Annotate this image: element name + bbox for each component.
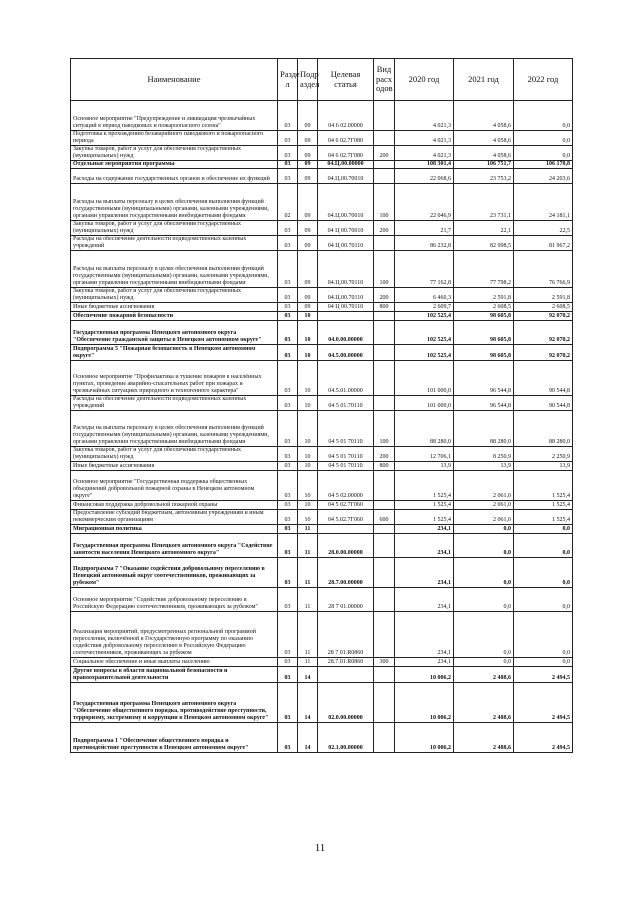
cell-name: Основное мероприятие "Содействие добровольному переселению в Российскую Федерацию соотечественников, проживающих за рубежом": [71, 588, 278, 612]
cell-2022: 22,5: [514, 221, 573, 236]
cell-podrazdel: 09: [298, 131, 318, 146]
cell-2020: 1 525,4: [395, 471, 454, 501]
cell-name: Предоставление субсидий бюджетным, автономным учреждениям и иным некоммерческим организациям: [71, 510, 278, 525]
cell-podrazdel: 11: [298, 558, 318, 588]
cell-podrazdel: 09: [298, 169, 318, 184]
cell-target-article: 02.0.00.00000: [318, 683, 374, 723]
cell-podrazdel: 11: [298, 534, 318, 558]
table-row: [71, 236, 573, 251]
cell-expense-type: [374, 312, 395, 321]
cell-2022: 92 070,2: [514, 321, 573, 345]
cell-name: Миграционная политика: [71, 525, 278, 534]
cell-expense-type: [374, 321, 395, 345]
cell-2021: 96 544,8: [454, 396, 514, 411]
cell-2021: 106 751,7: [454, 161, 514, 169]
header-expense-type: Вид расх одов: [374, 59, 395, 101]
table-header-row: [71, 59, 573, 101]
cell-name: Другие вопросы в области национальной безопасности и правоохранительной деятельности: [71, 667, 278, 683]
table-row: [71, 288, 573, 303]
cell-razdel: 03: [278, 396, 298, 411]
cell-target-article: 04.0.00.00000: [318, 321, 374, 345]
cell-razdel: 03: [278, 288, 298, 303]
cell-podrazdel: 11: [298, 525, 318, 534]
cell-podrazdel: 09: [298, 146, 318, 161]
cell-2022: 90 544,8: [514, 361, 573, 396]
header-podrazdel: Подр аздел: [298, 59, 318, 101]
cell-name: Отдельные мероприятия программы: [71, 161, 278, 169]
cell-2021: 77 798,2: [454, 251, 514, 288]
cell-podrazdel: 14: [298, 723, 318, 753]
cell-razdel: 03: [278, 169, 298, 184]
cell-2022: 0,0: [514, 534, 573, 558]
cell-razdel: 03: [278, 361, 298, 396]
cell-expense-type: [374, 169, 395, 184]
table-row: [71, 612, 573, 658]
cell-name: Иные бюджетные ассигнования: [71, 303, 278, 312]
cell-expense-type: 200: [374, 146, 395, 161]
cell-podrazdel: 10: [298, 312, 318, 321]
table-row: [71, 667, 573, 683]
cell-2021: 0,0: [454, 658, 514, 667]
cell-target-article: 04.5.00.00000: [318, 345, 374, 361]
cell-podrazdel: 10: [298, 447, 318, 462]
cell-2021: 2 488,6: [454, 683, 514, 723]
cell-2022: 24 203,6: [514, 169, 573, 184]
cell-2022: 106 170,8: [514, 161, 573, 169]
cell-2021: 13,9: [454, 462, 514, 471]
table-row: [71, 312, 573, 321]
cell-target-article: 04.Ц.00.00000: [318, 161, 374, 169]
cell-target-article: [318, 525, 374, 534]
cell-target-article: 04 5 01 70110: [318, 447, 374, 462]
cell-name: Подпрограмма 5 "Пожарная безопасность в Ненецком автономном округе": [71, 345, 278, 361]
cell-podrazdel: 10: [298, 345, 318, 361]
table-row: [71, 131, 573, 146]
table-row: [71, 221, 573, 236]
cell-2020: 22 068,6: [395, 169, 454, 184]
table-row: [71, 683, 573, 723]
cell-target-article: [318, 312, 374, 321]
cell-expense-type: [374, 683, 395, 723]
cell-2021: 82 998,5: [454, 236, 514, 251]
cell-podrazdel: 10: [298, 510, 318, 525]
cell-2020: 22 046,9: [395, 184, 454, 221]
cell-expense-type: [374, 361, 395, 396]
cell-target-article: 04 5.02.7Г060: [318, 510, 374, 525]
cell-name: Реализация мероприятий, предусмотренных региональной программой переселения, включённой в Государственную программу по оказанию содействия добровольному переселению в Российскую Федерацию соотечественников, проживающих за рубежом: [71, 612, 278, 658]
table-row: [71, 345, 573, 361]
cell-target-article: [318, 667, 374, 683]
cell-2022: 88 280,0: [514, 411, 573, 447]
cell-podrazdel: 11: [298, 658, 318, 667]
cell-2022: 2 494,5: [514, 667, 573, 683]
cell-target-article: 28.0.00.00000: [318, 534, 374, 558]
cell-razdel: 03: [278, 131, 298, 146]
cell-podrazdel: 09: [298, 184, 318, 221]
cell-target-article: 04 6 02.7Г080: [318, 146, 374, 161]
cell-2022: 0,0: [514, 558, 573, 588]
cell-2022: 90 544,8: [514, 396, 573, 411]
cell-2021: 2 591,8: [454, 288, 514, 303]
cell-expense-type: 600: [374, 510, 395, 525]
cell-2021: 0,0: [454, 525, 514, 534]
cell-2021: 96 544,8: [454, 361, 514, 396]
cell-podrazdel: 09: [298, 251, 318, 288]
cell-name: Государственная программа Ненецкого автономного округа "Обеспечение общественного порядка, противодействие преступности, терроризму, экстремизму и коррупции в Ненецком автономном округе": [71, 683, 278, 723]
cell-2022: 0,0: [514, 525, 573, 534]
cell-razdel: 03: [278, 221, 298, 236]
cell-2022: 13,9: [514, 462, 573, 471]
cell-2021: 2 061,0: [454, 510, 514, 525]
page-number: 11: [314, 842, 326, 854]
table-row: [71, 396, 573, 411]
cell-podrazdel: 10: [298, 462, 318, 471]
cell-2022: 0,0: [514, 146, 573, 161]
cell-2020: 102 525,4: [395, 312, 454, 321]
cell-2022: 2 250,9: [514, 447, 573, 462]
cell-name: Закупка товаров, работ и услуг для обеспечения государственных (муниципальных) нужд: [71, 221, 278, 236]
cell-2021: 2 061,0: [454, 471, 514, 501]
table-row: [71, 303, 573, 312]
cell-2021: 0,0: [454, 534, 514, 558]
table-row: [71, 361, 573, 396]
cell-podrazdel: 14: [298, 683, 318, 723]
cell-podrazdel: 10: [298, 396, 318, 411]
cell-2021: 2 608,5: [454, 303, 514, 312]
cell-expense-type: [374, 101, 395, 131]
cell-2020: 1 525,4: [395, 501, 454, 510]
cell-2021: 4 058,6: [454, 101, 514, 131]
cell-razdel: 03: [278, 667, 298, 683]
cell-expense-type: 800: [374, 303, 395, 312]
cell-target-article: 04 6 02.00000: [318, 101, 374, 131]
table-row: [71, 658, 573, 667]
cell-target-article: 04 6 02.7Г080: [318, 131, 374, 146]
cell-name: Расходы на обеспечение деятельности подведомственных казенных учреждений: [71, 396, 278, 411]
cell-expense-type: 800: [374, 462, 395, 471]
cell-target-article: 04.Ц.00.70110: [318, 288, 374, 303]
cell-2020: 234,1: [395, 612, 454, 658]
cell-2020: 234,1: [395, 558, 454, 588]
cell-2021: 88 280,0: [454, 411, 514, 447]
table-row: [71, 510, 573, 525]
cell-expense-type: [374, 131, 395, 146]
cell-expense-type: [374, 667, 395, 683]
cell-razdel: 03: [278, 462, 298, 471]
cell-expense-type: [374, 558, 395, 588]
cell-target-article: 04 Ц 00.70110: [318, 236, 374, 251]
cell-razdel: 03: [278, 471, 298, 501]
cell-podrazdel: 09: [298, 236, 318, 251]
header-razdel: Разде л: [278, 59, 298, 101]
table-row: [71, 534, 573, 558]
table-row: [71, 184, 573, 221]
cell-2021: 4 058,6: [454, 131, 514, 146]
table-row: [71, 169, 573, 184]
cell-podrazdel: 11: [298, 612, 318, 658]
cell-2021: 98 605,8: [454, 345, 514, 361]
cell-target-article: 04.5.01.00000: [318, 361, 374, 396]
cell-expense-type: [374, 501, 395, 510]
cell-name: Обеспечение пожарной безопасности: [71, 312, 278, 321]
cell-target-article: 04 5 01 70110: [318, 411, 374, 447]
table-row: [71, 447, 573, 462]
table-row: [71, 471, 573, 501]
table-row: [71, 146, 573, 161]
cell-name: Закупка товаров, работ и услуг для обеспечения государственных (муниципальных) нужд: [71, 447, 278, 462]
cell-2021: 0,0: [454, 588, 514, 612]
cell-2020: 234,1: [395, 525, 454, 534]
cell-2020: 102 525,4: [395, 345, 454, 361]
cell-name: Расходы на выплаты персоналу в целях обеспечения выполнения функций государственными (муниципальными) органами, казенными учреждениями, органами управления государственными внебюджетными фондами: [71, 411, 278, 447]
cell-expense-type: 300: [374, 658, 395, 667]
cell-name: Основное мероприятие "Предупреждение и ликвидация чрезвычайных ситуаций в период паводковых и пожароопасного сезона": [71, 101, 278, 131]
cell-2022: 0,0: [514, 588, 573, 612]
cell-razdel: 03: [278, 558, 298, 588]
cell-2020: 4 021,3: [395, 131, 454, 146]
cell-2022: 2 494,5: [514, 683, 573, 723]
cell-2021: 98 605,8: [454, 312, 514, 321]
cell-2020: 4 021,3: [395, 101, 454, 131]
cell-podrazdel: 11: [298, 588, 318, 612]
cell-podrazdel: 10: [298, 471, 318, 501]
cell-razdel: 03: [278, 321, 298, 345]
cell-2020: 108 301,4: [395, 161, 454, 169]
cell-2020: 234,1: [395, 534, 454, 558]
table-row: [71, 558, 573, 588]
cell-2021: 22,1: [454, 221, 514, 236]
cell-2022: 92 070,2: [514, 345, 573, 361]
cell-target-article: 04 Ц 00.70010: [318, 221, 374, 236]
cell-2021: 4 058,6: [454, 146, 514, 161]
cell-2021: 23 753,2: [454, 169, 514, 184]
table-row: [71, 501, 573, 510]
cell-razdel: 03: [278, 161, 298, 169]
cell-2021: 0,0: [454, 558, 514, 588]
cell-target-article: 02.1.00.00000: [318, 723, 374, 753]
cell-razdel: 03: [278, 501, 298, 510]
cell-target-article: 04.Ц.00.70010: [318, 169, 374, 184]
cell-2020: 21,7: [395, 221, 454, 236]
table-row: [71, 525, 573, 534]
cell-name: Финансовая поддержка добровольной пожарной охраны: [71, 501, 278, 510]
cell-name: Расходы на выплаты персоналу в целях обеспечения выполнения функций государственными (муниципальными) органами, казенными учреждениями, органами управления государственными внебюджетными фондами: [71, 184, 278, 221]
header-year-2021: 2021 год: [454, 59, 514, 101]
cell-expense-type: [374, 723, 395, 753]
cell-2021: 2 061,0: [454, 501, 514, 510]
cell-2022: 2 591,8: [514, 288, 573, 303]
cell-2022: 0,0: [514, 612, 573, 658]
cell-expense-type: 200: [374, 221, 395, 236]
cell-2020: 12 706,1: [395, 447, 454, 462]
cell-2020: 6 460,3: [395, 288, 454, 303]
cell-2021: 23 731,1: [454, 184, 514, 221]
cell-podrazdel: 09: [298, 101, 318, 131]
cell-name: Расходы на обеспечение деятельности подведомственных казенных учреждений: [71, 236, 278, 251]
table-body: [71, 101, 573, 753]
cell-name: Государственная программа Ненецкого автономного округа "Содействие занятости населения Ненецкого автономного округа": [71, 534, 278, 558]
cell-expense-type: [374, 161, 395, 169]
cell-2022: 1 525,4: [514, 510, 573, 525]
table-row: [71, 588, 573, 612]
table-row: [71, 251, 573, 288]
cell-target-article: 04.Ц.00.70110: [318, 251, 374, 288]
cell-name: Иные бюджетные ассигнования: [71, 462, 278, 471]
cell-2020: 101 000,0: [395, 396, 454, 411]
header-year-2020: 2020 год: [395, 59, 454, 101]
cell-2022: 0,0: [514, 101, 573, 131]
cell-2022: 2 608,5: [514, 303, 573, 312]
cell-2020: 77 162,8: [395, 251, 454, 288]
cell-podrazdel: 09: [298, 221, 318, 236]
table-row: [71, 321, 573, 345]
cell-expense-type: 100: [374, 251, 395, 288]
cell-2021: 98 605,8: [454, 321, 514, 345]
cell-expense-type: 200: [374, 288, 395, 303]
cell-expense-type: [374, 612, 395, 658]
cell-2020: 2 609,7: [395, 303, 454, 312]
cell-2020: 1 525,4: [395, 510, 454, 525]
cell-target-article: 28 7 01.R0860: [318, 612, 374, 658]
cell-razdel: 03: [278, 101, 298, 131]
table-row: [71, 723, 573, 753]
cell-name: Закупка товаров, работ и услуг для обеспечения государственных (муниципальных) нужд: [71, 288, 278, 303]
cell-2022: 1 525,4: [514, 501, 573, 510]
cell-2022: 76 766,9: [514, 251, 573, 288]
cell-razdel: 03: [278, 303, 298, 312]
cell-expense-type: [374, 588, 395, 612]
cell-razdel: 03: [278, 146, 298, 161]
cell-expense-type: [374, 345, 395, 361]
cell-2022: 2 494,5: [514, 723, 573, 753]
cell-name: Социальное обеспечение и иные выплаты населению: [71, 658, 278, 667]
cell-2020: 102 525,4: [395, 321, 454, 345]
cell-name: Основное мероприятие "Профилактика и тушение пожаров в населённых пунктах, проведение аварийно-спасательных работ при пожарах и чрезвычайных ситуациях природного и техногенного характера": [71, 361, 278, 396]
cell-razdel: 03: [278, 411, 298, 447]
cell-razdel: 03: [278, 683, 298, 723]
cell-2021: 2 488,6: [454, 667, 514, 683]
cell-name: Подпрограмма 7 "Оказание содействия добровольному переселению в Ненецкий автономный округ соотечественников, проживающих за рубежом": [71, 558, 278, 588]
cell-expense-type: [374, 236, 395, 251]
cell-2020: 101 000,0: [395, 361, 454, 396]
cell-target-article: 04.Ц.00.70010: [318, 184, 374, 221]
cell-name: Подготовка к прохождению безаварийного паводкового и пожароопасного периода: [71, 131, 278, 146]
cell-target-article: 04 5 01.70110: [318, 396, 374, 411]
cell-target-article: 04 5 02.00000: [318, 471, 374, 501]
cell-podrazdel: 09: [298, 288, 318, 303]
table-row: [71, 161, 573, 169]
cell-podrazdel: 10: [298, 321, 318, 345]
table-row: [71, 101, 573, 131]
cell-podrazdel: 09: [298, 161, 318, 169]
cell-razdel: 03: [278, 447, 298, 462]
cell-target-article: 04 5 02.7Г060: [318, 501, 374, 510]
cell-2022: 0,0: [514, 131, 573, 146]
cell-2022: 0,0: [514, 658, 573, 667]
cell-razdel: 03: [278, 510, 298, 525]
cell-razdel: 03: [278, 723, 298, 753]
cell-2020: 10 006,2: [395, 723, 454, 753]
cell-2022: 1 525,4: [514, 471, 573, 501]
cell-2020: 234,1: [395, 588, 454, 612]
cell-podrazdel: 10: [298, 411, 318, 447]
cell-expense-type: [374, 471, 395, 501]
cell-expense-type: [374, 525, 395, 534]
cell-2021: 8 250,9: [454, 447, 514, 462]
cell-name: Государственная программа Ненецкого автономного округа "Обеспечение гражданской защиты в Ненецком автономном округе": [71, 321, 278, 345]
cell-razdel: 03: [278, 236, 298, 251]
cell-razdel: 03: [278, 525, 298, 534]
cell-target-article: 28 7 01.00000: [318, 588, 374, 612]
cell-razdel: 03: [278, 612, 298, 658]
cell-2022: 92 070,2: [514, 312, 573, 321]
cell-2022: 81 967,2: [514, 236, 573, 251]
cell-podrazdel: 10: [298, 501, 318, 510]
cell-expense-type: 200: [374, 447, 395, 462]
header-year-2022: 2022 год: [514, 59, 573, 101]
table-row: [71, 411, 573, 447]
cell-expense-type: [374, 396, 395, 411]
cell-expense-type: [374, 534, 395, 558]
cell-2020: 10 006,2: [395, 683, 454, 723]
budget-table: [70, 58, 573, 753]
cell-2020: 13,9: [395, 462, 454, 471]
cell-target-article: 28.7.00.00000: [318, 558, 374, 588]
cell-2020: 4 021,3: [395, 146, 454, 161]
cell-2021: 2 488,6: [454, 723, 514, 753]
header-target-article: Целевая статья: [318, 59, 374, 101]
cell-name: Основное мероприятие "Государственная поддержка общественных объединений добровольной пожарной охраны в Ненецком автономном округе": [71, 471, 278, 501]
header-name: Наименование: [71, 59, 278, 101]
cell-2022: 24 181,1: [514, 184, 573, 221]
cell-podrazdel: 09: [298, 303, 318, 312]
cell-razdel: 03: [278, 534, 298, 558]
cell-expense-type: 100: [374, 411, 395, 447]
cell-razdel: 03: [278, 312, 298, 321]
table-row: [71, 462, 573, 471]
cell-podrazdel: 14: [298, 667, 318, 683]
cell-target-article: 04 Ц 00.70110: [318, 303, 374, 312]
cell-podrazdel: 10: [298, 361, 318, 396]
cell-razdel: 02: [278, 184, 298, 221]
cell-razdel: 03: [278, 658, 298, 667]
cell-2020: 10 006,2: [395, 667, 454, 683]
cell-name: Расходы на содержание государственных органов и обеспечение их функций: [71, 169, 278, 184]
cell-2020: 234,1: [395, 658, 454, 667]
cell-name: Подпрограмма 1 "Обеспечение общественного порядка и противодействие преступности в Ненецком автономном округе": [71, 723, 278, 753]
cell-razdel: 03: [278, 345, 298, 361]
cell-2020: 86 232,8: [395, 236, 454, 251]
cell-target-article: 04 5 01 70110: [318, 462, 374, 471]
cell-razdel: 03: [278, 588, 298, 612]
cell-name: Закупка товаров, работ и услуг для обеспечения государственных (муниципальных) нужд: [71, 146, 278, 161]
cell-razdel: 03: [278, 251, 298, 288]
cell-2020: 88 280,0: [395, 411, 454, 447]
cell-expense-type: 100: [374, 184, 395, 221]
cell-name: Расходы на выплаты персоналу в целях обеспечения выполнения функций государственными (муниципальными) органами, казенными учреждениями, органами управления государственными внебюджетными фондами: [71, 251, 278, 288]
cell-2021: 0,0: [454, 612, 514, 658]
cell-target-article: 28.7.01.R0860: [318, 658, 374, 667]
